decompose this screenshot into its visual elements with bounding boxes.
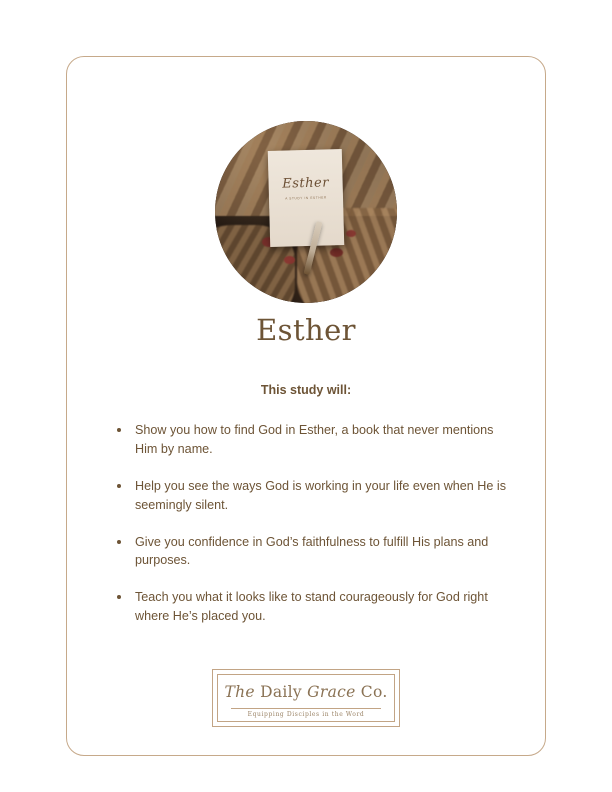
flower-petal xyxy=(284,256,295,264)
list-item xyxy=(113,477,515,515)
list-item-text: Teach you what it looks like to stand courageously for God right where He’s placed you. xyxy=(135,590,488,624)
list-item-text: Give you confidence in God’s faithfulness to fulfill His plans and purposes. xyxy=(135,534,489,568)
photo-background xyxy=(215,121,397,303)
logo-tagline: Equipping Disciples in the Word xyxy=(247,711,365,718)
bullet-dot-icon xyxy=(117,540,121,544)
section-subtitle: This study will: xyxy=(260,383,352,397)
bullet-dot-icon xyxy=(117,484,121,488)
book-cover-subtitle: A STUDY IN ESTHER xyxy=(285,195,327,201)
content-card xyxy=(66,56,546,756)
list-item xyxy=(113,421,515,459)
book-cover xyxy=(268,149,344,247)
logo-grace: Grace xyxy=(307,683,356,701)
list-item-text: Help you see the ways God is working in your life even when He is seemingly silent. xyxy=(135,478,506,512)
bullet-dot-icon xyxy=(117,595,121,599)
logo-wordmark xyxy=(213,683,399,701)
list-item-text: Show you how to find God in Esther, a book that never mentions Him by name. xyxy=(135,423,494,456)
list-item xyxy=(113,533,515,571)
logo-the: The xyxy=(224,683,255,701)
brand-logo xyxy=(212,669,400,727)
logo-daily: Daily xyxy=(260,683,302,701)
logo-divider xyxy=(231,708,381,709)
product-photo xyxy=(215,121,397,303)
bullet-list xyxy=(113,421,515,644)
page-title: Esther xyxy=(256,313,356,347)
book-cover-title: Esther xyxy=(282,175,330,192)
bullet-dot-icon xyxy=(117,428,121,432)
logo-co: Co. xyxy=(360,683,388,701)
list-item xyxy=(113,588,515,626)
